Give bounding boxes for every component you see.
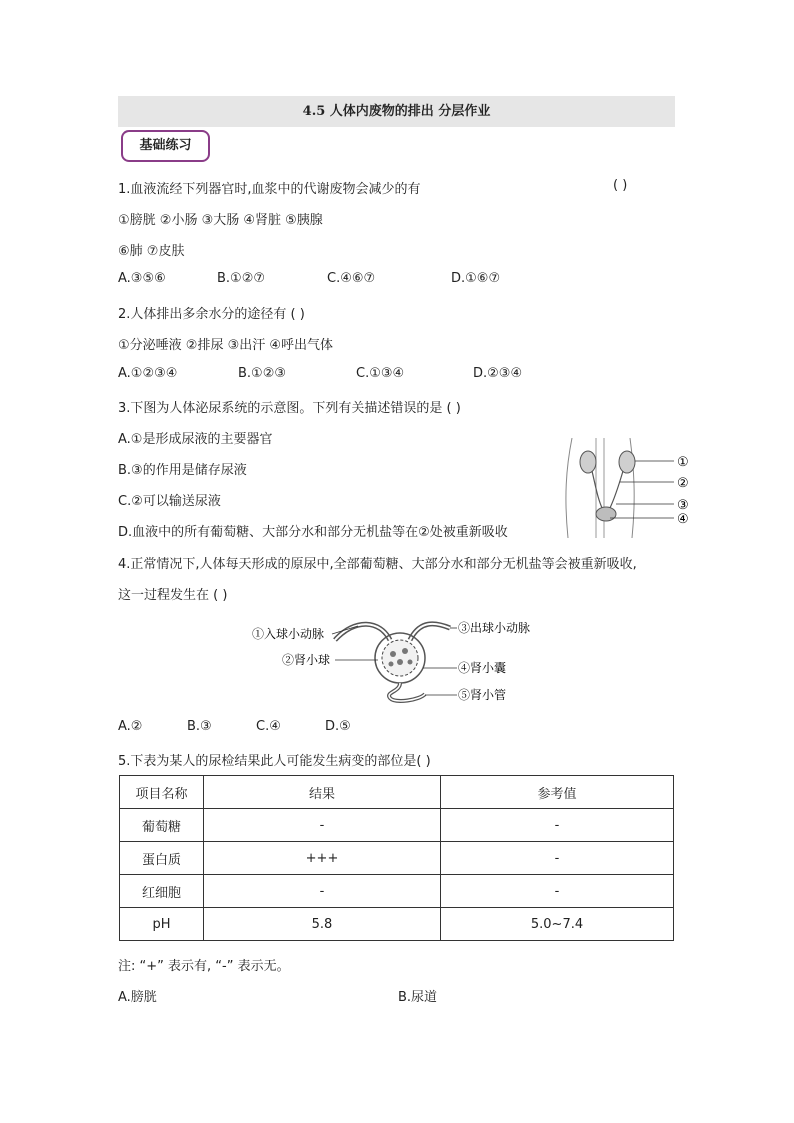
nephron-label-tubule: ⑤肾小管 xyxy=(458,688,507,702)
q4-option-c: C.④ xyxy=(256,719,281,734)
q3-option-b: B.③的作用是储存尿液 xyxy=(118,463,247,478)
table-cell: 红细胞 xyxy=(120,875,204,908)
q5-option-a: A.膀胱 xyxy=(118,990,157,1005)
table-cell: 葡萄糖 xyxy=(120,809,204,842)
q1-option-d: D.①⑥⑦ xyxy=(451,271,501,286)
table-row xyxy=(120,809,674,842)
table-header-result: 结果 xyxy=(204,776,441,809)
table-header-item: 项目名称 xyxy=(120,776,204,809)
q4-stem-line1: 4.正常情况下,人体每天形成的原尿中,全部葡萄糖、大部分水和部分无机盐等会被重新吸收, xyxy=(118,557,637,572)
table-cell: 5.8 xyxy=(204,908,441,941)
glomerulus-shape xyxy=(382,640,418,676)
page-title: 4.5 人体内废物的排出 分层作业 xyxy=(118,96,675,127)
figure3-label-2: ② xyxy=(677,476,689,491)
q5-option-b: B.尿道 xyxy=(398,990,438,1005)
table-row xyxy=(120,908,674,941)
q4-option-a: A.② xyxy=(118,719,143,734)
q3-stem: 3.下图为人体泌尿系统的示意图。下列有关描述错误的是 ( ) xyxy=(118,401,461,416)
q1-option-a: A.③⑤⑥ xyxy=(118,271,166,286)
table-cell: +++ xyxy=(204,842,441,875)
q3-option-c: C.②可以输送尿液 xyxy=(118,494,221,509)
q1-option-b: B.①②⑦ xyxy=(217,271,266,286)
urinalysis-table xyxy=(119,775,674,941)
q1-option-c: C.④⑥⑦ xyxy=(327,271,376,286)
right-kidney-shape xyxy=(619,451,635,473)
q2-items: ①分泌唾液 ②排尿 ③出汗 ④呼出气体 xyxy=(118,338,334,353)
table-cell: - xyxy=(204,809,441,842)
table-cell: 5.0~7.4 xyxy=(441,908,674,941)
table-cell: - xyxy=(441,875,674,908)
figure3-label-1: ① xyxy=(677,455,689,470)
q3-option-a: A.①是形成尿液的主要器官 xyxy=(118,432,273,447)
table-cell: 蛋白质 xyxy=(120,842,204,875)
table-cell: - xyxy=(441,842,674,875)
table-header-reference: 参考值 xyxy=(441,776,674,809)
nephron-label-capsule: ④肾小囊 xyxy=(458,661,507,675)
q5-stem: 5.下表为某人的尿检结果此人可能发生病变的部位是( ) xyxy=(118,754,431,769)
figure3-label-3: ③ xyxy=(677,498,689,513)
q2-option-b: B.①②③ xyxy=(238,366,287,381)
table-cell: - xyxy=(204,875,441,908)
q1-stem: 1.血液流经下列器官时,血浆中的代谢废物会减少的有 xyxy=(118,182,421,197)
table-header-row xyxy=(120,776,674,809)
section-label: 基础练习 xyxy=(121,130,210,162)
nephron-label-efferent: ③出球小动脉 xyxy=(458,621,531,635)
left-kidney-shape xyxy=(580,451,596,473)
q4-option-b: B.③ xyxy=(187,719,212,734)
bladder-shape xyxy=(596,507,616,521)
q1-answer-paren: ( ) xyxy=(613,178,628,193)
figure3-label-4: ④ xyxy=(677,512,689,527)
nephron-label-glomerulus: ②肾小球 xyxy=(282,653,331,667)
q4-option-d: D.⑤ xyxy=(325,719,351,734)
q1-items-line1: ①膀胱 ②小肠 ③大肠 ④肾脏 ⑤胰腺 xyxy=(118,213,323,228)
nephron-figure xyxy=(250,610,550,710)
q3-option-d: D.血液中的所有葡萄糖、大部分水和部分无机盐等在②处被重新吸收 xyxy=(118,525,508,540)
q2-option-c: C.①③④ xyxy=(356,366,405,381)
nephron-label-afferent: ①入球小动脉 xyxy=(252,627,325,641)
table-row xyxy=(120,842,674,875)
table-cell: - xyxy=(441,809,674,842)
urinary-system-figure xyxy=(560,438,700,538)
q2-option-a: A.①②③④ xyxy=(118,366,178,381)
q1-items-line2: ⑥肺 ⑦皮肤 xyxy=(118,244,185,259)
table-row xyxy=(120,875,674,908)
q5-table-note: 注: “+” 表示有, “-” 表示无。 xyxy=(118,959,290,974)
table-cell: pH xyxy=(120,908,204,941)
q2-option-d: D.②③④ xyxy=(473,366,523,381)
q4-stem-line2: 这一过程发生在 ( ) xyxy=(118,588,228,603)
q2-stem: 2.人体排出多余水分的途径有 ( ) xyxy=(118,307,305,322)
